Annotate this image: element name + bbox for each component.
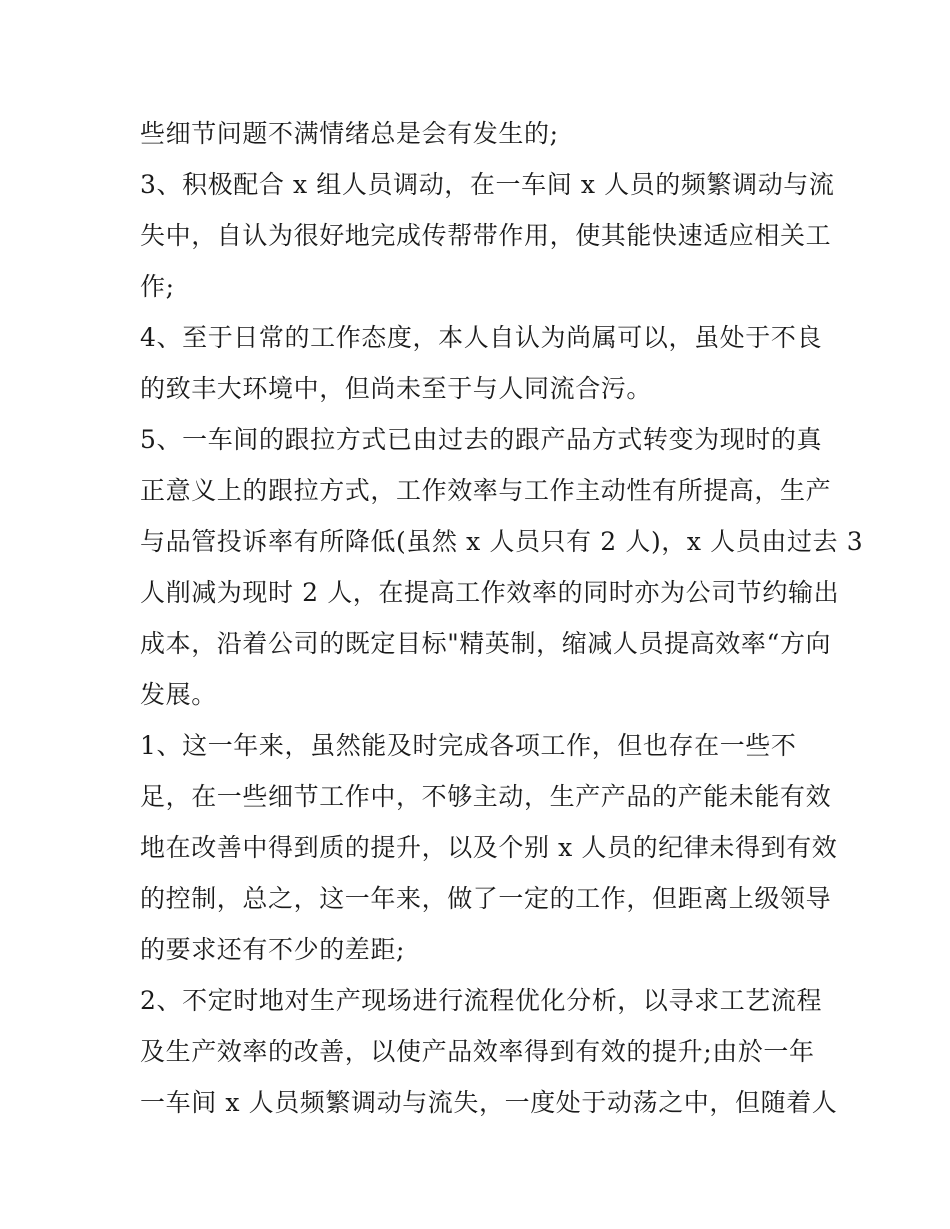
- text-line: 3、积极配合 x 组人员调动，在一车间 x 人员的频繁调动与流: [140, 170, 835, 199]
- text-line: 5、一车间的跟拉方式已由过去的跟产品方式转变为现时的真: [140, 425, 823, 454]
- text-line: 4、至于日常的工作态度，本人自认为尚属可以，虽处于不良: [140, 323, 823, 352]
- text-line: 一车间 x 人员频繁调动与流失，一度处于动荡之中，但随着人: [140, 1088, 838, 1117]
- text-line: 人削减为现时 2 人，在提高工作效率的同时亦为公司节约输出: [140, 578, 840, 607]
- text-line: 2、不定时地对生产现场进行流程优化分析，以寻求工艺流程: [140, 986, 823, 1015]
- text-line: 地在改善中得到质的提升，以及个别 x 人员的纪律未得到有效: [140, 833, 838, 862]
- text-line: 与品管投诉率有所降低(虽然 x 人员只有 2 人)，x 人员由过去 3: [140, 527, 864, 556]
- text-line: 正意义上的跟拉方式，工作效率与工作主动性有所提高，生产: [140, 476, 832, 505]
- text-line: 些细节问题不满情绪总是会有发生的;: [140, 119, 559, 148]
- text-line: 的致丰大环境中，但尚未至于与人同流合污。: [140, 374, 653, 403]
- text-line: 失中，自认为很好地完成传帮带作用，使其能快速适应相关工: [140, 221, 832, 250]
- text-line: 的要求还有不少的差距;: [140, 935, 406, 964]
- text-line: 的控制，总之，这一年来，做了一定的工作，但距离上级领导: [140, 884, 832, 913]
- text-line: 足，在一些细节工作中，不够主动，生产产品的产能未能有效: [140, 782, 832, 811]
- text-line: 作;: [140, 272, 175, 301]
- text-line: 成本，沿着公司的既定目标"精英制，缩减人员提高效率“方向: [140, 629, 832, 658]
- document-body: [140, 108, 864, 1128]
- text-line: 1、这一年来，虽然能及时完成各项工作，但也存在一些不: [140, 731, 797, 760]
- text-line: 及生产效率的改善，以使产品效率得到有效的提升;由於一年: [140, 1037, 815, 1066]
- text-line: 发展。: [140, 680, 217, 709]
